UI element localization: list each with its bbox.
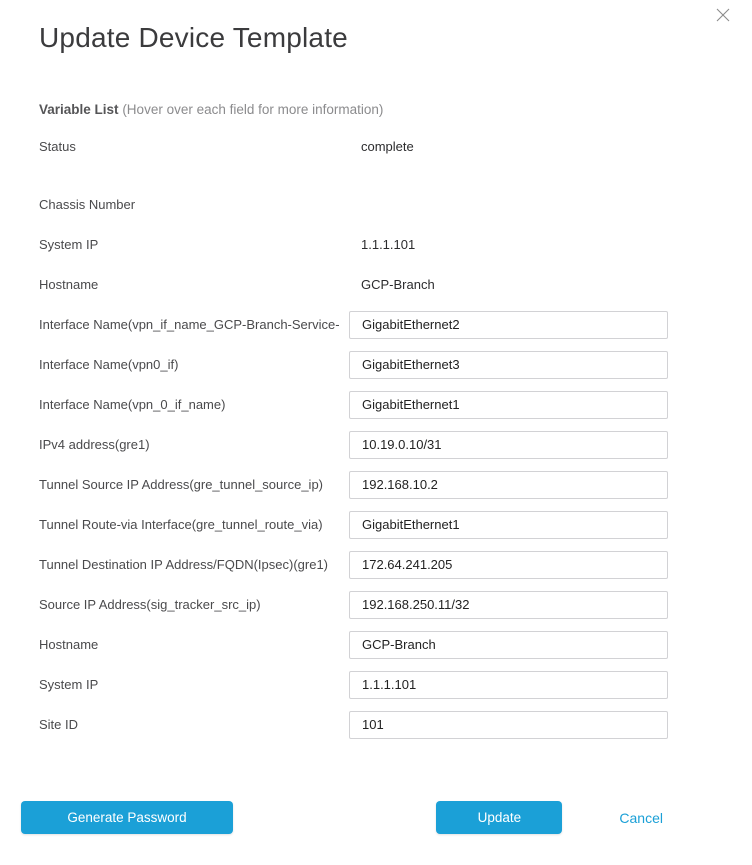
field-row: [0, 631, 752, 658]
field-label: Status: [39, 139, 76, 154]
field-value: GCP-Branch: [361, 277, 435, 292]
field-input[interactable]: [349, 671, 668, 699]
generate-password-button[interactable]: Generate Password: [21, 801, 233, 834]
field-input[interactable]: [349, 711, 668, 739]
field-label: Tunnel Route-via Interface(gre_tunnel_route_via): [39, 517, 323, 532]
field-label: Hostname: [39, 637, 99, 652]
field-label: System IP: [39, 677, 99, 692]
field-label: Chassis Number: [39, 197, 136, 212]
field-row: [0, 351, 752, 378]
field-label: Site ID: [39, 717, 79, 732]
field-value: complete: [361, 139, 414, 154]
field-row: [0, 231, 752, 258]
field-row: [0, 271, 752, 298]
field-label: IPv4 address(gre1): [39, 437, 150, 452]
variable-list: [0, 133, 752, 738]
field-row: [0, 471, 752, 498]
field-label: Tunnel Source IP Address(gre_tunnel_source_ip): [39, 477, 324, 492]
field-row: [0, 591, 752, 618]
field-input[interactable]: [349, 311, 668, 339]
field-input[interactable]: [349, 431, 668, 459]
field-label: System IP: [39, 237, 99, 252]
close-button[interactable]: [712, 4, 734, 26]
field-row: [0, 711, 752, 738]
field-label: Interface Name(vpn0_if): [39, 357, 179, 372]
cancel-link[interactable]: Cancel: [619, 809, 663, 826]
dialog-footer: [0, 801, 752, 834]
variable-list-hint: (Hover over each field for more information): [122, 102, 384, 117]
field-input[interactable]: [349, 471, 668, 499]
field-input[interactable]: [349, 511, 668, 539]
field-value: 1.1.1.101: [361, 237, 416, 252]
variable-list-heading: Variable List: [39, 102, 119, 117]
field-input[interactable]: [349, 591, 668, 619]
field-row: [0, 551, 752, 578]
field-row: [0, 133, 752, 160]
field-input[interactable]: [349, 551, 668, 579]
field-label: Interface Name(vpn_if_name_GCP-Branch-Service-: [39, 317, 340, 332]
field-label: Source IP Address(sig_tracker_src_ip): [39, 597, 261, 612]
field-input[interactable]: [349, 631, 668, 659]
close-icon: [716, 8, 730, 22]
field-row: [0, 431, 752, 458]
variable-list-header: [39, 102, 752, 118]
field-label: Tunnel Destination IP Address/FQDN(Ipsec)(gre1): [39, 557, 329, 572]
field-row: [0, 511, 752, 538]
field-row: [0, 391, 752, 418]
field-row: [0, 311, 752, 338]
update-button[interactable]: Update: [436, 801, 562, 834]
field-label: Hostname: [39, 277, 99, 292]
field-input[interactable]: [349, 351, 668, 379]
dialog-title: Update Device Template: [39, 22, 348, 53]
field-input[interactable]: [349, 391, 668, 419]
field-label: Interface Name(vpn_0_if_name): [39, 397, 226, 412]
field-row: [0, 191, 752, 218]
field-row: [0, 671, 752, 698]
